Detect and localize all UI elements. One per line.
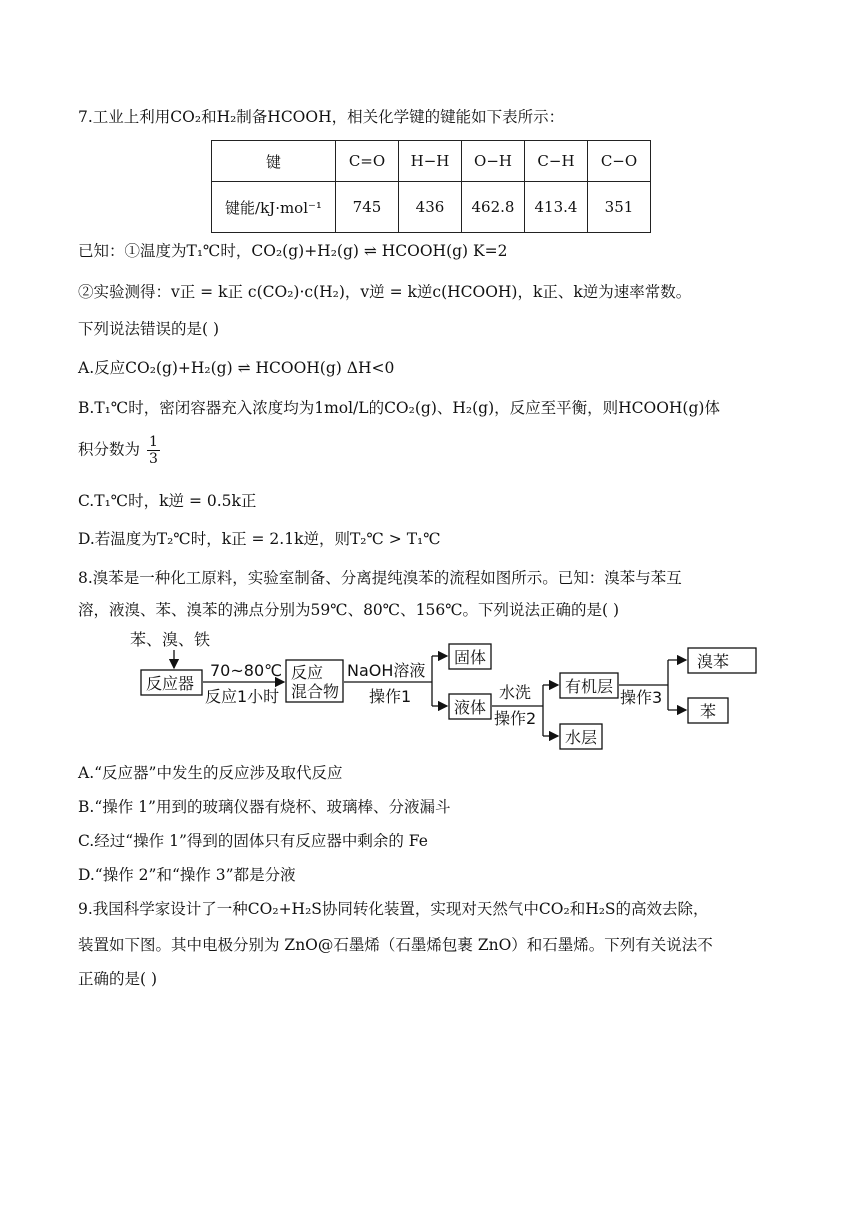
table-cell: 413.4: [525, 182, 588, 233]
solid-label: 固体: [454, 648, 487, 667]
flow-inputs-label: 苯、溴、铁: [130, 630, 211, 649]
organic-layer-label: 有机层: [565, 677, 614, 696]
table-cell: 436: [399, 182, 462, 233]
table-cell: 351: [588, 182, 651, 233]
condition-temperature: 70~80℃: [210, 661, 283, 680]
mixture-label-2: 混合物: [291, 682, 340, 701]
step1-label: 操作1: [369, 687, 412, 706]
reactor-label: 反应器: [146, 674, 195, 693]
q7-option-b-line1: B.T₁℃时，密闭容器充入浓度均为1mol/L的CO₂(g)、H₂(g)，反应至平衡，则HCOOH(g)体: [78, 399, 720, 417]
q9-stem-line3: 正确的是( ): [78, 970, 158, 988]
q8-option-a: A.“反应器”中发生的反应涉及取代反应: [78, 764, 343, 782]
table-header-cell: C−H: [525, 141, 588, 182]
table-header-cell: H−H: [399, 141, 462, 182]
table-header-cell: C−O: [588, 141, 651, 182]
q7-option-a: A.反应CO₂(g)+H₂(g) ⇌ HCOOH(g) ΔH<0: [78, 359, 395, 377]
q7-stem: 7.工业上利用CO₂和H₂制备HCOOH，相关化学键的键能如下表所示：: [78, 108, 565, 126]
q9-stem-line2: 装置如下图。其中电极分别为 ZnO@石墨烯（石墨烯包裹 ZnO）和石墨烯。下列有关说法不: [78, 936, 713, 954]
condition-time: 反应1小时: [205, 687, 280, 706]
q7-question: 下列说法错误的是( ): [78, 320, 220, 338]
table-row-label: 键能/kJ·mol⁻¹: [212, 182, 336, 233]
q7-option-d: D.若温度为T₂℃时，k正 = 2.1k逆，则T₂℃ > T₁℃: [78, 530, 441, 548]
q8-option-d: D.“操作 2”和“操作 3”都是分液: [78, 866, 296, 884]
aqueous-layer-label: 水层: [565, 728, 598, 747]
table-cell: 462.8: [462, 182, 525, 233]
fraction-denominator: 3: [148, 451, 158, 467]
q8-option-c: C.经过“操作 1”得到的固体只有反应器中剩余的 Fe: [78, 832, 428, 850]
step1-reagent: NaOH溶液: [347, 661, 426, 680]
liquid-label: 液体: [454, 698, 487, 717]
table-cell: 745: [336, 182, 399, 233]
step3-label: 操作3: [620, 688, 663, 707]
table-header-cell: C=O: [336, 141, 399, 182]
step2-reagent: 水洗: [499, 683, 532, 702]
q7-option-b-text: 积分数为: [78, 440, 141, 459]
q8-option-b: B.“操作 1”用到的玻璃仪器有烧杯、玻璃棒、分液漏斗: [78, 798, 451, 816]
q8-stem-line1: 8.溴苯是一种化工原料，实验室制备、分离提纯溴苯的流程如图所示。已知：溴苯与苯互: [78, 569, 682, 587]
benzene-label: 苯: [700, 702, 717, 721]
table-header-cell: 键: [212, 141, 336, 182]
mixture-label-1: 反应: [291, 663, 324, 682]
table-header-cell: O−H: [462, 141, 525, 182]
q9-stem-line1: 9.我国科学家设计了一种CO₂+H₂S协同转化装置，实现对天然气中CO₂和H₂S的高效去除，: [78, 900, 709, 918]
fraction-numerator: 1: [148, 434, 158, 450]
q7-option-c: C.T₁℃时，k逆 = 0.5k正: [78, 492, 257, 510]
q7-known-1: 已知：①温度为T₁℃时，CO₂(g)+H₂(g) ⇌ HCOOH(g) K=2: [78, 242, 508, 260]
q8-stem-line2: 溶，液溴、苯、溴苯的沸点分别为59℃、80℃、156℃。下列说法正确的是( ): [78, 601, 620, 619]
bromobenzene-label: 溴苯: [697, 652, 730, 671]
q7-known-2: ②实验测得：v正 = k正 c(CO₂)·c(H₂)，v逆 = k逆c(HCOOH)，k正、k逆为速率常数。: [78, 283, 692, 301]
step2-label: 操作2: [494, 709, 537, 728]
